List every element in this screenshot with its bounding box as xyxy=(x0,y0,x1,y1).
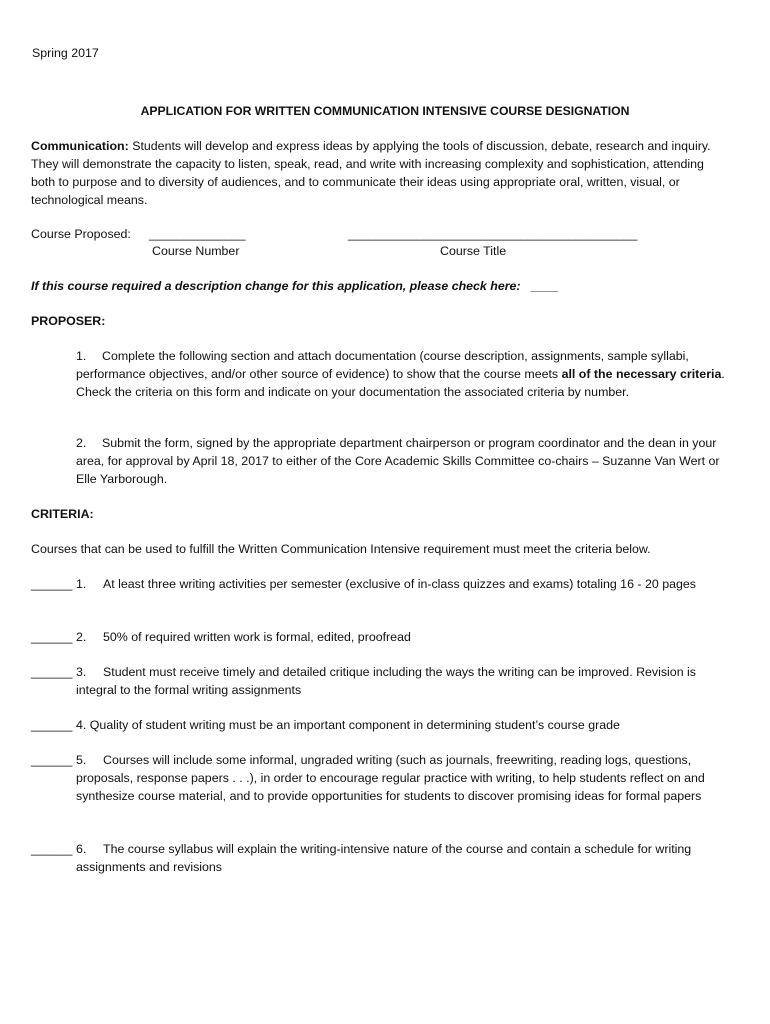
course-number-blank[interactable]: ______________ xyxy=(149,227,246,241)
criterion-number: 4. xyxy=(76,718,87,732)
communication-label: Communication: xyxy=(31,139,129,153)
criterion-text: At least three writing activities per semester (exclusive of in-class quizzes and exams) totaling 16 - 20 pages xyxy=(103,577,696,591)
criterion-6 xyxy=(31,840,721,880)
criterion-check-blank[interactable]: ______ xyxy=(31,630,73,644)
criterion-number: 3. xyxy=(76,665,87,679)
criterion-check-blank[interactable]: ______ xyxy=(31,665,73,679)
proposer-item-text-end: . Check the criteria on this form and indicate on your documentation the associated criteria by number. xyxy=(76,367,725,399)
criterion-text: Student must receive timely and detailed critique including the ways the writing can be improved. Revision is integral to the formal writing assignments xyxy=(76,665,696,697)
criterion-body xyxy=(76,575,721,593)
criterion-text: The course syllabus will explain the writing-intensive nature of the course and contain a schedule for writing assignments and revisions xyxy=(76,842,692,874)
criteria-intro: Courses that can be used to fulfill the Written Communication Intensive requirement must meet the criteria below. xyxy=(31,542,651,556)
proposer-item-text: Submit the form, signed by the appropriate department chairperson or program coordinator and the dean in your area, for approval by April 18, 2017 to either of the Core Academic Skills Committee co-chairs – Suzanne Van Wert or Elle Yarborough. xyxy=(76,436,720,486)
criterion-body xyxy=(76,751,721,805)
criterion-body xyxy=(76,628,721,646)
proposer-item-number: 2. xyxy=(76,436,87,450)
criterion-number: 6. xyxy=(76,842,87,856)
criterion-3 xyxy=(31,663,721,703)
criterion-body xyxy=(76,840,721,876)
criteria-heading: CRITERIA: xyxy=(31,507,94,521)
criterion-body xyxy=(76,716,721,734)
criterion-check-blank[interactable]: ______ xyxy=(31,753,73,767)
criterion-number: 1. xyxy=(76,577,87,591)
page-title: APPLICATION FOR WRITTEN COMMUNICATION INTENSIVE COURSE DESIGNATION xyxy=(140,104,630,118)
criterion-text: Quality of student writing must be an important component in determining student’s course grade xyxy=(89,718,620,732)
criterion-2 xyxy=(31,628,721,648)
proposer-item-number: 1. xyxy=(76,349,87,363)
communication-text: Students will develop and express ideas by applying the tools of discussion, debate, research and inquiry. They will demonstrate the capacity to listen, speak, read, and write with increasing complexity and sophistication, attending both to purpose and to diversity of audiences, and to communicate their ideas using appropriate oral, written, visual, or technological means. xyxy=(31,139,711,207)
criterion-text: Courses will include some informal, ungraded writing (such as journals, freewriting, reading logs, questions, proposals, response papers . . .), in order to encourage regular practice with writing, to help students reflect on and synthesize course material, and to provide opportunities for students to discover promising ideas for formal papers xyxy=(76,753,705,803)
criterion-number: 2. xyxy=(76,630,87,644)
criterion-4 xyxy=(31,716,721,736)
criterion-check-blank[interactable]: ______ xyxy=(31,718,73,732)
course-proposed-row xyxy=(31,225,731,265)
criterion-1 xyxy=(31,575,721,615)
proposer-item-text: Complete the following section and attach documentation (course description, assignments, sample syllabi, performance objectives, and/or other source of evidence) to show that the course meets xyxy=(76,349,689,381)
course-title-blank[interactable]: __________________________________________ xyxy=(348,227,638,241)
criterion-number: 5. xyxy=(76,753,87,767)
criterion-check-blank[interactable]: ______ xyxy=(31,577,73,591)
proposer-item-bold: all of the necessary criteria xyxy=(561,367,722,381)
criterion-text: 50% of required written work is formal, edited, proofread xyxy=(103,630,411,644)
criterion-5 xyxy=(31,751,721,827)
description-change-line xyxy=(31,277,558,295)
semester-label: Spring 2017 xyxy=(32,46,99,60)
communication-paragraph xyxy=(31,137,721,209)
criterion-body xyxy=(76,663,721,699)
description-change-blank[interactable]: ____ xyxy=(530,279,559,293)
course-proposed-label: Course Proposed: xyxy=(31,227,131,241)
proposer-heading: PROPOSER: xyxy=(31,314,106,328)
course-number-caption: Course Number xyxy=(152,244,240,258)
description-change-text: If this course required a description change for this application, please check here: xyxy=(31,279,521,293)
proposer-item-2 xyxy=(76,434,726,488)
proposer-item-1 xyxy=(76,347,726,401)
criterion-check-blank[interactable]: ______ xyxy=(31,842,73,856)
course-title-caption: Course Title xyxy=(440,244,507,258)
